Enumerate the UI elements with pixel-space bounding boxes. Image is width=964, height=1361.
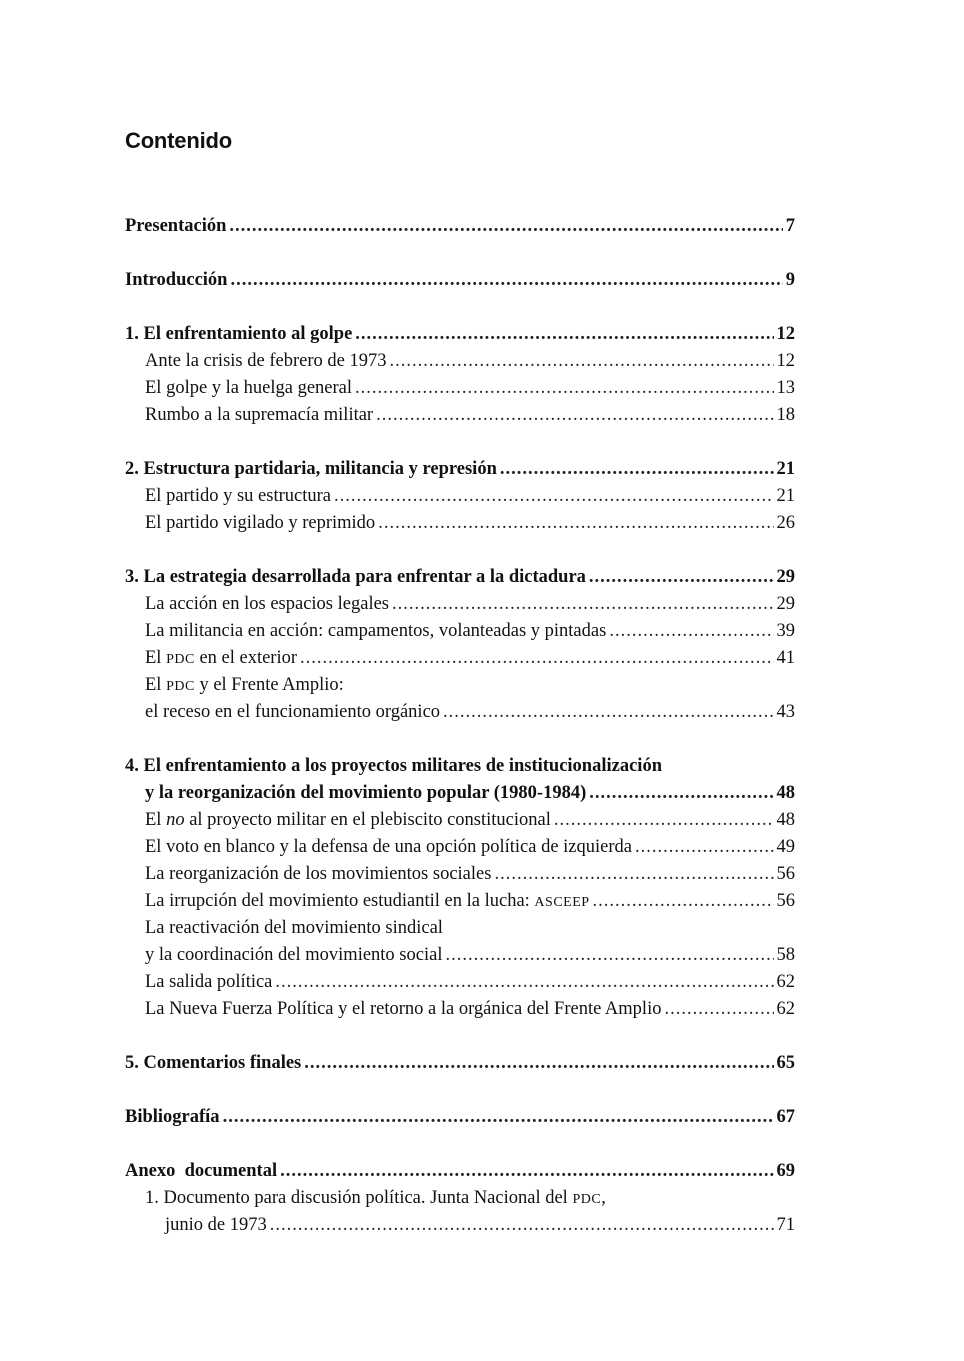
dot-leader [554,808,774,832]
toc-section-entry[interactable] [145,376,795,400]
toc-entry-page: 48 [776,783,795,803]
dot-leader [443,700,773,724]
toc-entry[interactable] [125,268,795,292]
toc-entry-page: 21 [776,486,795,506]
toc-entry-page: 43 [776,702,795,722]
toc-section-entry[interactable] [145,511,795,535]
dot-leader [494,862,773,886]
toc-chapter-entry-line1[interactable] [125,754,795,778]
dot-leader [376,403,773,427]
toc-section-entry-line2[interactable] [165,1213,795,1237]
toc-section-entry-line1[interactable] [145,1186,795,1212]
dot-leader [334,484,774,508]
toc-entry-title [145,1186,606,1212]
acronym: PDC [166,679,195,694]
toc-entry-page: 67 [776,1107,795,1127]
dot-leader [389,349,773,373]
toc-chapter-entry[interactable] [125,322,795,346]
dot-leader [500,457,774,481]
toc-section-entry[interactable] [145,808,795,832]
toc-section-entry[interactable] [145,997,795,1021]
dot-leader [229,214,782,238]
toc-entry-page: 9 [785,270,795,290]
dot-leader [589,565,774,589]
toc-entry-title [145,808,551,832]
toc-section-entry-line1[interactable] [145,673,795,699]
toc-entry-page: 62 [776,999,795,1019]
toc-entry-title: 2. Estructura partidaria, militancia y represión [125,459,497,479]
toc-section-entry-line2[interactable] [145,943,795,967]
title-text: 1. Documento para discusión política. Junta Nacional del [145,1188,573,1208]
toc-entry-page: 56 [776,864,795,884]
title-text: La irrupción del movimiento estudiantil en la lucha: [145,891,535,911]
acronym: PDC [166,652,195,667]
dot-leader [635,835,774,859]
emphasis-text: no [166,810,185,830]
toc-entry-page: 29 [776,567,795,587]
toc-entry-title: junio de 1973 [165,1215,267,1235]
dot-leader [593,889,774,913]
toc-entry-title: La salida política [145,972,273,992]
dot-leader [445,943,773,967]
toc-section-entry[interactable] [145,970,795,994]
toc-entry-title: y la coordinación del movimiento social [145,945,443,965]
toc-chapter-entry[interactable] [125,1051,795,1075]
toc-entry-title: 3. La estrategia desarrollada para enfrentar a la dictadura [125,567,586,587]
title-text: al proyecto militar en el plebiscito constitucional [184,810,551,830]
toc-entry[interactable] [125,1159,795,1183]
toc-entry-page: 21 [776,459,795,479]
toc-section-entry[interactable] [145,862,795,886]
toc-section-entry[interactable] [145,484,795,508]
toc-section-entry[interactable] [145,592,795,616]
toc-chapter-entry-line2[interactable] [145,781,795,805]
dot-leader [355,322,773,346]
toc-entry-title: El partido vigilado y reprimido [145,513,376,533]
toc-section-entry-line2[interactable] [145,700,795,724]
dot-leader [392,592,774,616]
toc-section-entry-line1[interactable] [145,916,795,940]
toc-entry-title: La reorganización de los movimientos sociales [145,864,492,884]
toc-entry-page: 69 [776,1161,795,1181]
toc-entry-title: El partido y su estructura [145,486,331,506]
toc-entry-page: 13 [776,378,795,398]
toc-section-entry[interactable] [145,403,795,427]
toc-entry-title: el receso en el funcionamiento orgánico [145,702,441,722]
toc-chapter-entry[interactable] [125,457,795,481]
toc-entry-page: 29 [776,594,795,614]
toc-entry-page: 62 [776,972,795,992]
toc-entry-title: El golpe y la huelga general [145,378,353,398]
title-text: y el Frente Amplio: [194,675,344,695]
dot-leader [300,646,773,670]
toc-entry-page: 58 [776,945,795,965]
page-title: Contenido [125,128,232,153]
toc-entry-title: El voto en blanco y la defensa de una opción política de izquierda [145,837,632,857]
toc-section-entry[interactable] [145,349,795,373]
dot-leader [223,1105,774,1129]
toc-chapter-entry[interactable] [125,565,795,589]
toc-entry-title: La reactivación del movimiento sindical [145,918,443,938]
toc-entry-page: 18 [776,405,795,425]
dot-leader [304,1051,773,1075]
toc-entry-page: 39 [776,621,795,641]
title-text: El [145,675,167,695]
acronym: ASCEEP [534,895,590,910]
toc-entry-title [145,646,297,672]
dot-leader [664,997,773,1021]
toc-entry-title: Introducción [125,270,228,290]
toc-entry-page: 71 [776,1215,795,1235]
toc-entry-title: Bibliografía [125,1107,220,1127]
toc-entry-page: 12 [776,351,795,371]
toc-entry-title: La acción en los espacios legales [145,594,389,614]
toc-entry-title: Rumbo a la supremacía militar [145,405,374,425]
toc-entry-title: 4. El enfrentamiento a los proyectos militares de institucionalización [125,756,662,776]
toc-entry-title: 1. El enfrentamiento al golpe [125,324,353,344]
toc-entry-title: Ante la crisis de febrero de 1973 [145,351,387,371]
toc-entry-title: La Nueva Fuerza Política y el retorno a la orgánica del Frente Amplio [145,999,662,1019]
title-text: El [145,810,167,830]
toc-entry-page: 41 [776,648,795,668]
dot-leader [270,1213,774,1237]
toc-entry[interactable] [125,1105,795,1129]
dot-leader [230,268,782,292]
title-text: El [145,648,167,668]
toc-entry-title [145,673,344,699]
toc-entry-title: Anexo documental [125,1161,278,1181]
toc-entry-title: La militancia en acción: campamentos, volanteadas y pintadas [145,621,607,641]
toc-entry-page: 12 [776,324,795,344]
toc-section-entry[interactable] [145,889,795,915]
acronym: PDC [572,1192,602,1207]
toc-entry-page: 49 [776,837,795,857]
toc-entry-page: 65 [776,1053,795,1073]
title-text: , [601,1188,606,1208]
dot-leader [609,619,773,643]
dot-leader [275,970,773,994]
dot-leader [280,1159,773,1183]
toc-entry-page: 7 [785,216,795,236]
toc-section-entry[interactable] [145,619,795,643]
toc-entry-title [145,889,590,915]
toc-entry-page: 56 [776,891,795,911]
toc-entry-title: Presentación [125,216,227,236]
dot-leader [589,781,773,805]
dot-leader [355,376,773,400]
toc-entry-page: 26 [776,513,795,533]
toc-entry-title: y la reorganización del movimiento popular (1980-1984) [145,783,587,803]
toc-section-entry[interactable] [145,646,795,672]
dot-leader [378,511,773,535]
toc-entry[interactable] [125,214,795,238]
toc-entry-title: 5. Comentarios finales [125,1053,302,1073]
toc-entry-page: 48 [776,810,795,830]
toc-section-entry[interactable] [145,835,795,859]
title-text: en el exterior [194,648,298,668]
